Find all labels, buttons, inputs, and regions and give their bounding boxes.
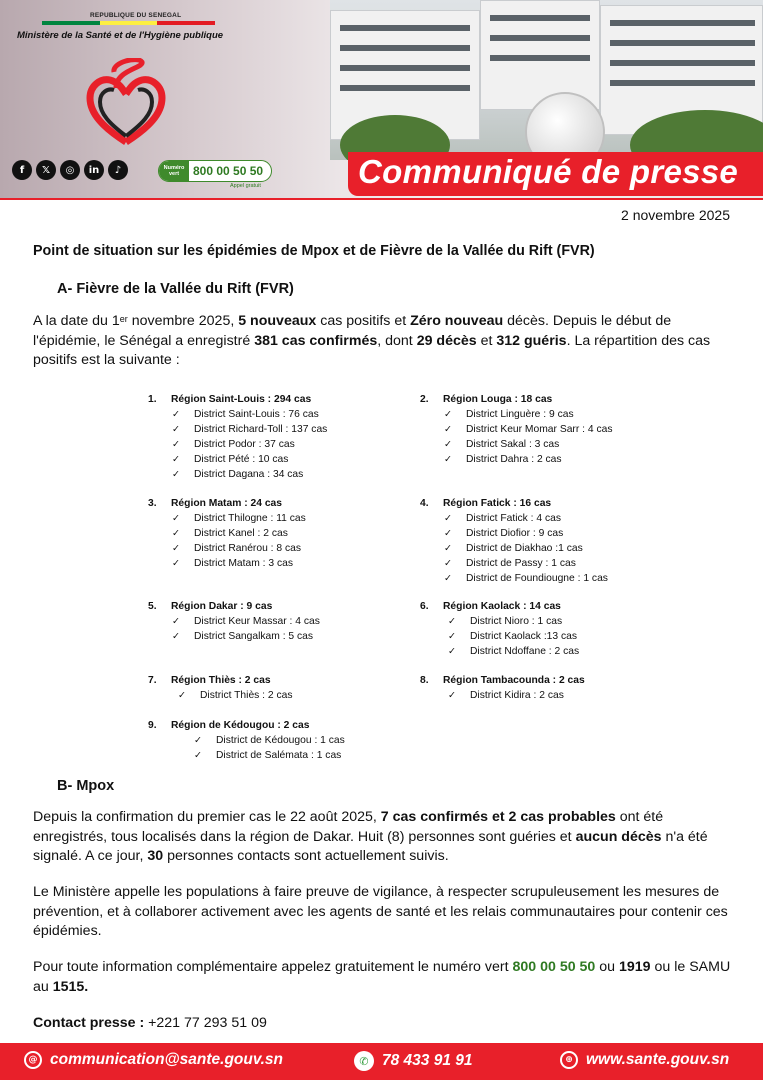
district-item: ✓ District Nioro : 1 cas [448, 616, 563, 627]
globe-icon: ⊕ [560, 1051, 578, 1069]
region-title: 2. Région Louga : 18 cas [420, 394, 553, 405]
district-item: ✓ District Ndoffane : 2 cas [448, 646, 580, 657]
senegal-flag-stripe [42, 21, 215, 25]
check-icon: ✓ [444, 528, 452, 539]
whatsapp-icon: ✆ [354, 1051, 374, 1071]
region-block [420, 496, 608, 586]
region-title: 8. Région Tambacounda : 2 cas [420, 675, 585, 686]
check-icon: ✓ [448, 616, 456, 627]
footer-phone-text: 78 433 91 91 [382, 1052, 473, 1069]
x-icon[interactable]: 𝕏 [36, 160, 56, 180]
check-icon: ✓ [172, 528, 180, 539]
region-block [148, 673, 293, 703]
check-icon: ✓ [172, 513, 180, 524]
facebook-icon[interactable]: f [12, 160, 32, 180]
flag-yellow-stripe [100, 21, 158, 25]
instagram-icon[interactable]: ◎ [60, 160, 80, 180]
region-title: 1. Région Saint-Louis : 294 cas [148, 394, 312, 405]
check-icon: ✓ [172, 469, 180, 480]
district-item: ✓ District Keur Massar : 4 cas [172, 616, 320, 627]
footer-phone[interactable] [354, 1051, 473, 1071]
check-icon: ✓ [444, 409, 452, 420]
district-item: ✓ District de Passy : 1 cas [444, 558, 576, 569]
numero-vert-label: Numéro vert [159, 160, 189, 182]
social-links [12, 160, 128, 180]
region-block [148, 392, 327, 482]
section-b-paragraph-3: Pour toute information complémentaire appelez gratuitement le numéro vert 800 00 50 50 ou 1919 ou le SAMU au 1515. [33, 959, 731, 995]
region-block [148, 496, 306, 571]
numero-vert-number: 800 00 50 50 [193, 164, 264, 178]
region-title: 7. Région Thiès : 2 cas [148, 675, 271, 686]
check-icon: ✓ [444, 558, 452, 569]
region-title: 3. Région Matam : 24 cas [148, 498, 283, 509]
region-block [420, 599, 579, 659]
footer-email[interactable] [24, 1051, 283, 1069]
region-title: 5. Région Dakar : 9 cas [148, 601, 273, 612]
district-item: ✓ District Podor : 37 cas [172, 439, 295, 450]
region-title: 6. Région Kaolack : 14 cas [420, 601, 561, 612]
section-b-paragraph-1: Depuis la confirmation du premier cas le 22 août 2025, 7 cas confirmés et 2 cas probables ont été enregistrés, tous localisés dans la région de Dakar. Huit (8) personnes sont guéries et aucun décès n'a été signalé. A ce jour, 30 personnes contacts sont actuellement suivis. [33, 809, 708, 864]
district-item: ✓ District Kanel : 2 cas [172, 528, 288, 539]
region-block [420, 673, 585, 703]
check-icon: ✓ [172, 631, 180, 642]
district-item: ✓ District Diofior : 9 cas [444, 528, 564, 539]
district-item: ✓ District Dahra : 2 cas [444, 454, 562, 465]
check-icon: ✓ [172, 543, 180, 554]
check-icon: ✓ [172, 439, 180, 450]
district-item: ✓ District de Foundiougne : 1 cas [444, 573, 608, 584]
header-banner [0, 0, 763, 200]
district-item: ✓ District Matam : 3 cas [172, 558, 293, 569]
header-divider [0, 198, 763, 200]
district-item: ✓ District de Diakhao :1 cas [444, 543, 583, 554]
republic-label: REPUBLIQUE DU SENEGAL [90, 12, 182, 19]
district-item: ✓ District Fatick : 4 cas [444, 513, 561, 524]
email-icon: @ [24, 1051, 42, 1069]
check-icon: ✓ [444, 424, 452, 435]
tiktok-icon[interactable]: ♪ [108, 160, 128, 180]
check-icon: ✓ [172, 616, 180, 627]
district-item: ✓ District de Kédougou : 1 cas [194, 735, 345, 746]
district-item: ✓ District Dagana : 34 cas [172, 469, 304, 480]
footer-website-text: www.sante.gouv.sn [586, 1051, 730, 1068]
district-item: ✓ District Sakal : 3 cas [444, 439, 560, 450]
district-item: ✓ District Richard-Toll : 137 cas [172, 424, 328, 435]
footer-website[interactable] [560, 1051, 729, 1069]
document-title: Point de situation sur les épidémies de Mpox et de Fièvre de la Vallée du Rift (FVR) [33, 243, 595, 259]
press-title: Communiqué de presse [358, 153, 739, 190]
footer-bar [0, 1043, 763, 1080]
district-item: ✓ District Pété : 10 cas [172, 454, 289, 465]
region-title: 4. Région Fatick : 16 cas [420, 498, 552, 509]
check-icon: ✓ [448, 646, 456, 657]
district-item: ✓ District Kaolack :13 cas [448, 631, 578, 642]
district-item: ✓ District Linguère : 9 cas [444, 409, 574, 420]
section-a-heading: A- Fièvre de la Vallée du Rift (FVR) [57, 281, 294, 297]
section-b-heading: B- Mpox [57, 778, 115, 794]
document-date: 2 novembre 2025 [621, 207, 730, 223]
footer-email-text: communication@sante.gouv.sn [50, 1051, 284, 1068]
check-icon: ✓ [444, 454, 452, 465]
district-item: ✓ District Sangalkam : 5 cas [172, 631, 314, 642]
ministry-name: Ministère de la Santé et de l'Hygiène publique [17, 30, 224, 41]
check-icon: ✓ [194, 735, 202, 746]
appel-gratuit-label: Appel gratuit [230, 183, 261, 189]
ministry-building-photo [330, 0, 763, 160]
check-icon: ✓ [444, 543, 452, 554]
region-block [420, 392, 612, 467]
check-icon: ✓ [194, 750, 202, 761]
district-item: ✓ District de Salémata : 1 cas [194, 750, 342, 761]
district-item: ✓ District Thilogne : 11 cas [172, 513, 306, 524]
district-item: ✓ District Keur Momar Sarr : 4 cas [444, 424, 613, 435]
region-block [148, 718, 345, 763]
check-icon: ✓ [444, 513, 452, 524]
district-item: ✓ District Saint-Louis : 76 cas [172, 409, 319, 420]
region-title: 9. Région de Kédougou : 2 cas [148, 720, 310, 731]
check-icon: ✓ [172, 558, 180, 569]
check-icon: ✓ [172, 454, 180, 465]
section-a-paragraph: A la date du 1er novembre 2025, 5 nouveaux cas positifs et Zéro nouveau décès. Depuis le début de l'épidémie, le Sénégal a enregistré 381 cas confirmés, dont 29 décès et 312 guéris. La répartition des cas positifs est la suivante : [33, 313, 711, 368]
check-icon: ✓ [444, 439, 452, 450]
check-icon: ✓ [172, 424, 180, 435]
region-block [148, 599, 320, 644]
district-item: ✓ District Kidira : 2 cas [448, 690, 564, 701]
district-item: ✓ District Ranérou : 8 cas [172, 543, 302, 554]
check-icon: ✓ [444, 573, 452, 584]
flag-green-stripe [42, 21, 100, 25]
district-item: ✓ District Thiès : 2 cas [178, 690, 293, 701]
linkedin-icon[interactable]: in [84, 160, 104, 180]
check-icon: ✓ [172, 409, 180, 420]
flag-red-stripe [157, 21, 215, 25]
numero-vert-badge [158, 160, 272, 182]
check-icon: ✓ [448, 631, 456, 642]
ministry-logo-icon [86, 58, 166, 146]
section-b-paragraph-2: Le Ministère appelle les populations à faire preuve de vigilance, à respecter scrupuleusement les mesures de prévention, et à collaborer activement avec les agents de santé et les relais communautaires pour contenir ces épidémies. [33, 884, 728, 939]
check-icon: ✓ [448, 690, 456, 701]
check-icon: ✓ [178, 690, 186, 701]
contact-presse: Contact presse : +221 77 293 51 09 [33, 1015, 267, 1031]
